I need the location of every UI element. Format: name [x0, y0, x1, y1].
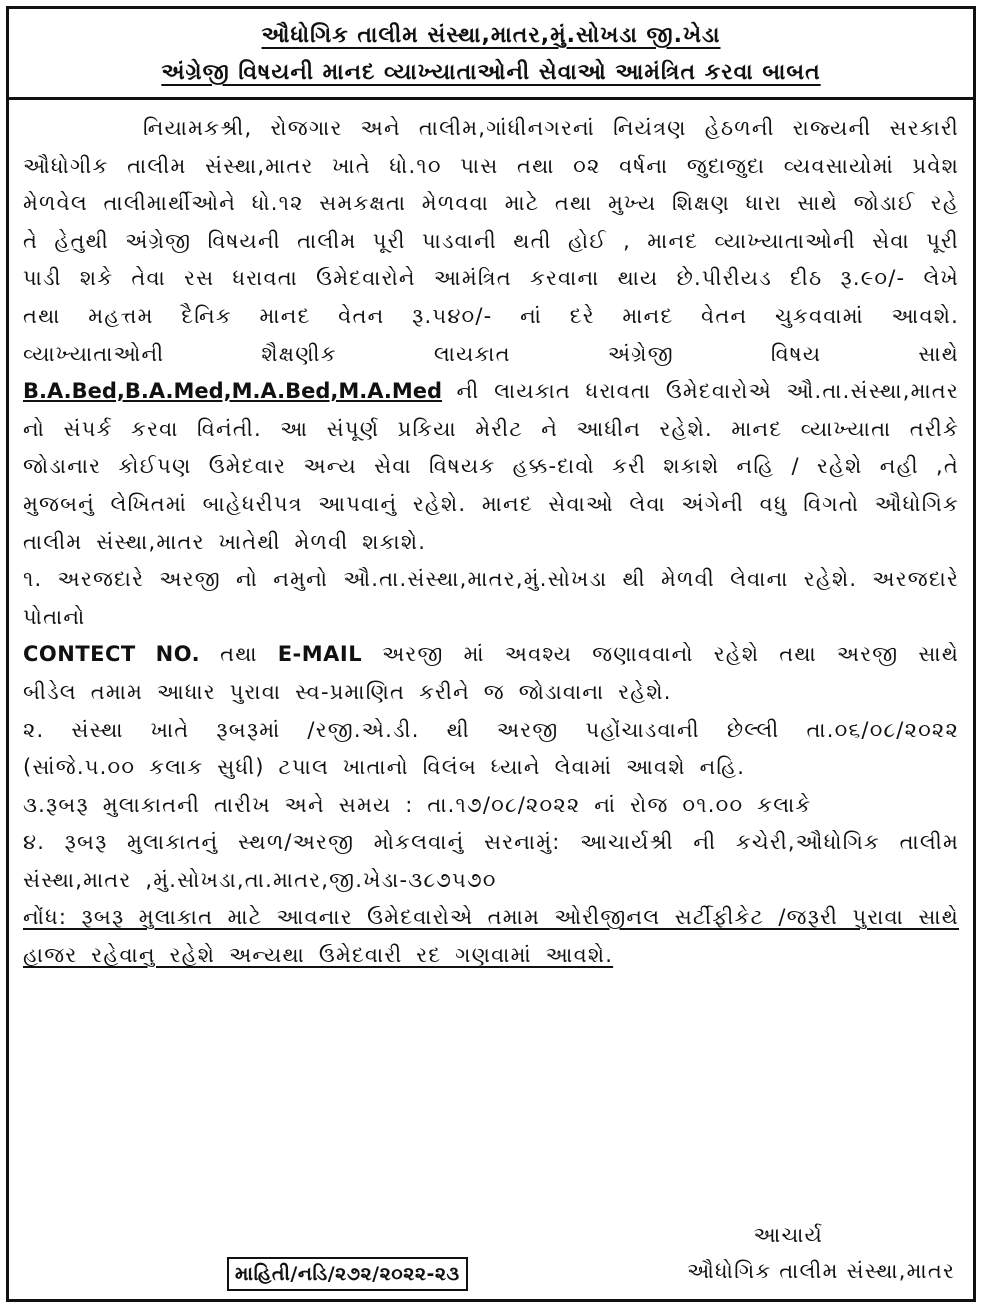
institute-title: ઔધોગિક તાલીમ સંસ્થા,માતર,મું.સોખડા જી.ખેડા [261, 23, 721, 48]
main-paragraph [23, 110, 959, 561]
notice-body [9, 100, 973, 975]
item-1-contact [23, 636, 959, 711]
signatory-organization: ઔધોગિક તાલીમ સંસ્થા,માતર [687, 1259, 955, 1283]
item-4: ૪. રૂબરૂ મુલાકાતનું સ્થળ/અરજી મોકલવાનું સરનામું: આચાર્યશ્રી ની કચેરી,ઔધોગિક તાલીમ સંસ્થા,માતર ,મું.સોખડા,તા.માતર,જી.ખેડા-૩૮૭૫૭૦ [23, 830, 959, 892]
item-3: ૩.રૂબરૂ મુલાકાતની તારીખ અને સમય : તા.૧૭/૦૮/૨૦૨૨ નાં રોજ ૦૧.૦૦ કલાકે [23, 792, 812, 817]
signatory-title: આચાર્ય [753, 1223, 823, 1247]
notice-page [6, 6, 976, 1302]
contact-label: CONTECT NO. [23, 642, 201, 667]
note-text: નોંધ: રૂબરૂ મુલાકાત માટે આવનાર ઉમેદવારોએ તમામ ઓરીજીનલ સર્ટીફીકેટ /જરૂરી પુરાવા સાથે હાજર રહેવાનુ રહેશે અન્યથા ઉમેદવારી રદ ગણવામાં આવશે. [23, 905, 959, 968]
item-1-end: અરજી માં અવશ્ય જણાવવાનો રહેશે તથા અરજી સાથે બીડેલ તમામ આધાર પુરાવા સ્વ-પ્રમાણિત કરીને જ જોડાવાના રહેશે. [23, 642, 960, 704]
notice-subject: અંગ્રેજી વિષયની માનદ વ્યાખ્યાતાઓની સેવાઓ આમંત્રિત કરવા બાબત [161, 60, 821, 85]
item-2: ૨. સંસ્થા ખાતે રૂબરૂમાં /રજી.એ.ડી. થી અરજી પહોંચાડવાની છેલ્લી તા.૦૬/૦૮/૨૦૨૨ (સાંજે.૫.૦૦ કલાક સુધી) ટપાલ ખાતાનો વિલંબ ધ્યાને લેવામાં આવશે નહિ. [23, 717, 959, 780]
main-paragraph-text-1: નિયામકશ્રી, રોજગાર અને તાલીમ,ગાંધીનગરનાં નિયંત્રણ હેઠળની રાજ્યની સરકારી ઔધોગીક તાલીમ સંસ્થા,માતર ખાતે ધો.૧૦ પાસ તથા ૦૨ વર્ષના જુદાજુદા વ્યવસાયોમાં પ્રવેશ મેળવેલ તાલીમાર્થીઓને ધો.૧૨ સમકક્ષતા મેળવવા માટે તથા મુખ્ય શિક્ષણ ધારા સાથે જોડાઈ રહે તે હેતુથી અંગ્રેજી વિષયની તાલીમ પૂરી પાડવાની થતી હોઈ , માનદ વ્યાખ્યાતાઓની સેવા પૂરી પાડી શકે તેવા રસ ધરાવતા ઉમેદવારોને આમંત્રિત કરવાના થાય છે.પીરીયડ દીઠ રૂ.૯૦/- લેખે તથા મહત્તમ દૈનિક માનદ વેતન રૂ.૫૪૦/- નાં દરે માનદ વેતન ચુકવવામાં આવશે. વ્યાખ્યાતાઓની શૈક્ષણીક લાયકાત અંગ્રેજી વિષય સાથે [23, 116, 959, 366]
main-paragraph-text-2: ની લાયકાત ધરાવતા ઉમેદવારોએ ઔ.તા.સંસ્થા,માતર નો સંપર્ક કરવા વિનંતી. આ સંપૂર્ણ પ્રકિયા મેરીટ ને આધીન રહેશે. માનદ વ્યાખ્યાતા તરીકે જોડાનાર કોઈપણ ઉમેદવાર અન્ય સેવા વિષયક હક્ક-દાવો કરી શકાશે નહિ / રહેશે નહી ,તે મુજબનું લેખિતમાં બાહેધરીપત્ર આપવાનું રહેશે. માનદ સેવાઓ લેવા અંગેની વધુ વિગતો ઔધોગિક તાલીમ સંસ્થા,માતર ખાતેથી મેળવી શકાશે. [23, 379, 959, 554]
email-label: E-MAIL [277, 642, 363, 667]
reference-number: માહિતી/નડિ/૨૭૨/૨૦૨૨-૨૩ [227, 1257, 468, 1291]
notice-header [9, 9, 973, 100]
item-1-mid: તથા [200, 642, 278, 667]
notice-footer [9, 1223, 973, 1293]
item-1-text: ૧. અરજદારે અરજી નો નમુનો ઔ.તા.સંસ્થા,માતર,મું.સોખડા થી મેળવી લેવાના રહેશે. અરજદારે પોતાનો [23, 567, 959, 629]
item-1 [23, 561, 959, 636]
qualification-list: B.A.Bed,B.A.Med,M.A.Bed,M.A.Med [23, 379, 443, 404]
